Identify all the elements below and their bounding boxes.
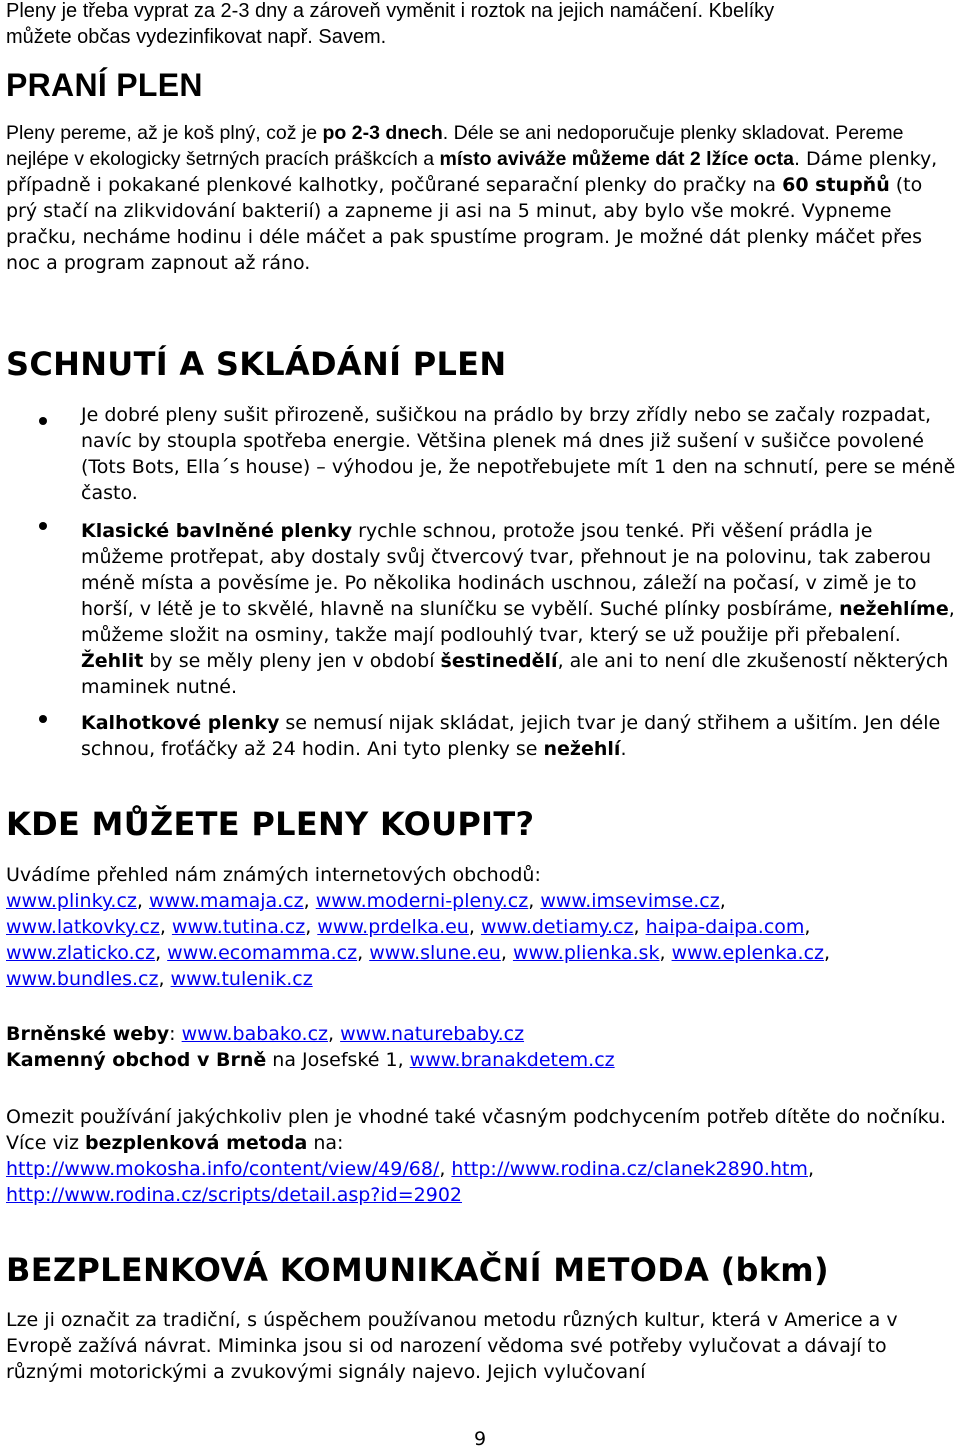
zehlit-bold: Žehlit bbox=[81, 650, 144, 672]
prani-text-1: Pleny pereme, až je koš plný, což je bbox=[6, 122, 323, 144]
brno-paragraph: Brněnské weby: www.babako.cz, www.naturebaby.cz Kamenný obchod v Brně na Josefské 1, www.branakdetem.cz bbox=[6, 1023, 615, 1071]
heading-schnuti: SCHNUTÍ A SKLÁDÁNÍ PLEN bbox=[6, 345, 507, 383]
brno-label: Brněnské weby bbox=[6, 1023, 170, 1045]
bkm-link[interactable]: http://www.rodina.cz/clanek2890.htm bbox=[451, 1158, 808, 1180]
brno-link[interactable]: www.naturebaby.cz bbox=[340, 1023, 525, 1045]
bkm-paragraph: Lze ji označit za tradiční, s úspěchem používanou metodu různých kultur, která v Americe a v Evropě zažívá návrat. Miminka jsou si od narození vědoma své potřeby vylučovat a dávají to různými motorickými a zvukovými signály najevo. Jejich vylučovaní bbox=[6, 1309, 898, 1383]
store-label: Kamenný obchod v Brně bbox=[6, 1049, 267, 1071]
heading-prani: PRANÍ PLEN bbox=[6, 67, 203, 103]
prani-bold-1: po 2-3 dnech bbox=[322, 122, 443, 144]
sestinedeli-bold: šestinedělí bbox=[440, 650, 558, 672]
shop-link[interactable]: www.eplenka.cz bbox=[671, 942, 825, 964]
shop-link[interactable]: www.tutina.cz bbox=[171, 916, 306, 938]
shop-link[interactable]: www.slune.eu bbox=[369, 942, 501, 964]
item-2-text-2: , můžeme složit na osminy, takže mají podlouhlý tvar, který se už použije při přebalení. bbox=[81, 598, 955, 646]
prani-text-3: . Dáme plenky, případně i pokakané plenkové kalhotky, počůrané separační plenky do pračky na bbox=[6, 148, 938, 196]
shop-link[interactable]: www.tulenik.cz bbox=[170, 968, 313, 990]
shop-link[interactable]: www.latkovky.cz bbox=[6, 916, 160, 938]
kalhotkove-plenky-bold: Kalhotkové plenky bbox=[81, 712, 280, 734]
prani-paragraph bbox=[6, 120, 954, 276]
item-3-text-2: . bbox=[620, 738, 627, 760]
shop-link[interactable]: www.plienka.sk bbox=[512, 942, 660, 964]
item-2-text-3: by se měly pleny jen v období bbox=[143, 650, 441, 672]
brno-link[interactable]: www.babako.cz bbox=[181, 1023, 329, 1045]
store-link[interactable]: www.branakdetem.cz bbox=[409, 1049, 615, 1071]
shop-link[interactable]: www.zlaticko.cz bbox=[6, 942, 156, 964]
page-number: 9 bbox=[473, 1428, 487, 1450]
bullet-icon bbox=[39, 417, 47, 425]
nezehlime-bold: nežehlíme bbox=[839, 598, 949, 620]
item-2-text-4: , ale ani to není dle zkušeností některých maminek nutné. bbox=[81, 650, 949, 698]
schnuti-list-item-2 bbox=[81, 518, 956, 700]
omezit-paragraph: Omezit používání jakýchkoliv plen je vhodné také včasným podchycením potřeb dítěte do nočníku. Více viz bezplenková metoda na: http://www.mokosha.info/content/view/49/68/, http://www.rodina.cz/clanek2890.htm, http://www.rodina.cz/scripts/detail.asp?id=2902 bbox=[6, 1106, 947, 1206]
schnuti-item-1-text: Je dobré pleny sušit přirozeně, sušičkou na prádlo by brzy zřídly nebo se začaly rozpadat, navíc by stoupla spotřeba energie. Většina plenek má dnes již sušení v sušičce povolené (Tots Bots, Ella´s house) – výhodou je, že nepotřebujete mít 1 den na schnutí, pere se méně často. bbox=[81, 404, 956, 504]
shop-link[interactable]: www.prdelka.eu bbox=[317, 916, 469, 938]
bullet-icon bbox=[39, 715, 47, 723]
shop-link[interactable]: www.bundles.cz bbox=[6, 968, 159, 990]
prani-bold-2: místo aviváže můžeme dát 2 lžíce octa bbox=[439, 148, 794, 170]
shops-paragraph: Uvádíme přehled nám známých internetových obchodů: www.plinky.cz, www.mamaja.cz, www.moderni-pleny.cz, www.imsevimse.cz, www.latkovky.cz, www.tutina.cz, www.prdelka.eu, www.detiamy.cz, haipa-daipa.com, www.zlaticko.cz, www.ecomamma.cz, www.slune.eu, www.plienka.sk, www.eplenka.cz, www.bundles.cz, www.tulenik.cz bbox=[6, 864, 831, 990]
schnuti-list-item-1 bbox=[81, 402, 956, 506]
shop-link[interactable]: www.imsevimse.cz bbox=[540, 890, 720, 912]
intro-line-1: Pleny je třeba vyprat za 2-3 dny a zároveň vyměnit i roztok na jejich namáčení. Kbelíky bbox=[6, 0, 775, 22]
prani-text-2: . Déle se ani nedoporučuje plenky skladovat. Pereme nejlépe v ekologicky šetrných pracích práškcích a bbox=[6, 122, 904, 170]
heading-bkm: BEZPLENKOVÁ KOMUNIKAČNÍ METODA (bkm) bbox=[6, 1251, 829, 1289]
bezplenkova-metoda-bold: bezplenková metoda bbox=[85, 1132, 308, 1154]
prani-text-4: (to prý stačí na zlikvidování bakterií) a zapneme ji asi na 5 minut, aby bylo vše mokré. Vypneme pračku, necháme hodinu i déle máčet a pak spustíme program. Je možné dát plenky máčet přes noc a program zapnout až ráno. bbox=[6, 174, 923, 274]
schnuti-list-item-3 bbox=[81, 710, 956, 762]
item-3-text-1: se nemusí nijak skládat, jejich tvar je daný střihem a ušitím. Jen déle schnou, froťáčky až 24 hodin. Ani tyto plenky se bbox=[81, 712, 941, 760]
shop-link[interactable]: www.mamaja.cz bbox=[149, 890, 304, 912]
shop-link[interactable]: www.detiamy.cz bbox=[480, 916, 634, 938]
prani-bold-3: 60 stupňů bbox=[782, 174, 890, 196]
shops-intro: Uvádíme přehled nám známých internetových obchodů: bbox=[6, 864, 541, 886]
shop-link[interactable]: www.plinky.cz bbox=[6, 890, 137, 912]
klasicke-plenky-bold: Klasické bavlněné plenky bbox=[81, 520, 353, 542]
bullet-icon bbox=[39, 522, 47, 530]
intro-paragraph bbox=[6, 0, 954, 50]
heading-koupit: KDE MŮŽETE PLENY KOUPIT? bbox=[6, 805, 535, 843]
item-2-text-1: rychle schnou, protože jsou tenké. Při věšení prádla je můžeme protřepat, aby dostaly svůj čtvercový tvar, přehnout je na polovinu, tak zaberou méně místa a pověsíme je. Po několika hodinách uschnou, záleží na počasí, v zimě je to horší, v létě je to skvělé, hlavně na sluníčku se vybělí. Suché plínky posbíráme, bbox=[81, 520, 932, 620]
omezit-text-1: Omezit používání jakýchkoliv plen je vhodné také včasným podchycením potřeb dítěte do nočníku. Více viz bbox=[6, 1106, 947, 1154]
store-text: na Josefské 1, bbox=[266, 1049, 410, 1071]
bkm-link[interactable]: http://www.rodina.cz/scripts/detail.asp?id=2902 bbox=[6, 1184, 463, 1206]
shop-link[interactable]: www.ecomamma.cz bbox=[167, 942, 358, 964]
shop-link[interactable]: haipa-daipa.com bbox=[645, 916, 805, 938]
bkm-link[interactable]: http://www.mokosha.info/content/view/49/68/ bbox=[6, 1158, 440, 1180]
shop-link[interactable]: www.moderni-pleny.cz bbox=[315, 890, 529, 912]
omezit-text-2: na: bbox=[307, 1132, 344, 1154]
nezehli-bold: nežehlí bbox=[543, 738, 621, 760]
intro-line-2: můžete občas vydezinfikovat např. Savem. bbox=[6, 26, 387, 48]
